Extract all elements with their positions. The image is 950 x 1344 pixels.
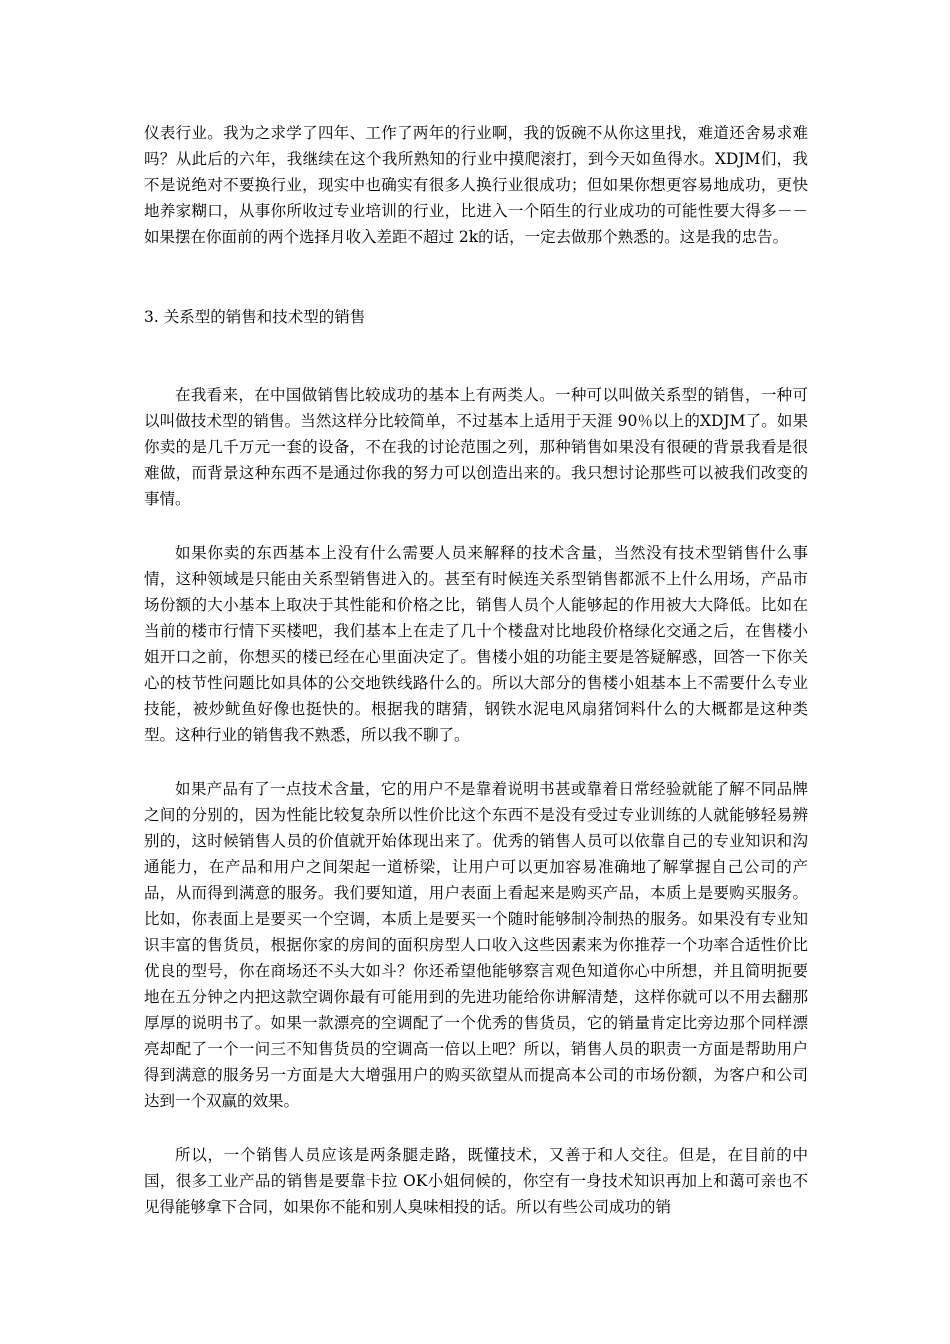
paragraph-technical-sales: 如果产品有了一点技术含量，它的用户不是靠着说明书甚或靠着日常经验就能了解不同品牌之间的分别的，因为性能比较复杂所以性价比这个东西不是没有受过专业训练的人就能够轻易辨别的，这时候销售人员的价值就开始体现出来了。优秀的销售人员可以依靠自己的专业知识和沟通能力，在产品和用户之间架起一道桥梁，让用户可以更加容易准确地了解掌握自己公司的产品，从而得到满意的服务。我们要知道，用户表面上看起来是购买产品，本质上是要购买服务。比如，你表面上是要买一个空调，本质上是要买一个随时能够制冷制热的服务。如果没有专业知识丰富的售货员，根据你家的房间的面积房型人口收入这些因素来为你推荐一个功率合适性价比优良的型号，你在商场还不头大如斗？你还希望他能够察言观色知道你心中所想，并且简明扼要地在五分钟之内把这款空调你最有可能用到的先进功能给你讲解清楚，这样你就可以不用去翻那厚厚的说明书了。如果一款漂亮的空调配了一个优秀的售货员，它的销量肯定比旁边那个同样漂亮却配了一个一问三不知售货员的空调高一倍以上吧？所以，销售人员的职责一方面是帮助用户得到满意的服务另一方面是大大增强用户的购买欲望从而提高本公司的市场份额，为客户和公司达到一个双赢的效果。 xyxy=(144,780,808,1110)
paragraph-relationship-sales: 如果你卖的东西基本上没有什么需要人员来解释的技术含量，当然没有技术型销售什么事情，这种领域是只能由关系型销售进入的。甚至有时候连关系型销售都派不上什么用场，产品市场份额的大小基本上取决于其性能和价格之比，销售人员个人能够起的作用被大大降低。比如在当前的楼市行情下买楼吧，我们基本上在走了几十个楼盘对比地段价格绿化交通之后，在售楼小姐开口之前，你想买的楼已经在心里面决定了。售楼小姐的功能主要是答疑解惑，回答一下你关心的枝节性问题比如具体的公交地铁线路什么的。所以大部分的售楼小姐基本上不需要什么专业技能，被炒鱿鱼好像也挺快的。根据我的瞎猜，钢铁水泥电风扇猪饲料什么的大概都是这种类型。这种行业的销售我不熟悉，所以我不聊了。 xyxy=(144,544,808,744)
paragraph-two-types: 在我看来，在中国做销售比较成功的基本上有两类人。一种可以叫做关系型的销售，一种可以叫做技术型的销售。当然这样分比较简单，不过基本上适用于天涯 90％以上的XDJM了。如果你卖的是几千万元一套的设备，不在我的讨论范围之列，那种销售如果没有很硬的背景我看是很难做，而背景这种东西不是通过你我的努力可以创造出来的。我只想讨论那些可以被我们改变的事情。 xyxy=(144,386,808,508)
paragraph-conclusion: 所以，一个销售人员应该是两条腿走路，既懂技术，又善于和人交往。但是，在目前的中国，很多工业产品的销售是要靠卡拉 OK小姐伺候的，你空有一身技术知识再加上和蔼可亲也不见得能够拿下合同，如果你不能和别人臭味相投的话。所以有些公司成功的销 xyxy=(144,1146,808,1216)
paragraph-intro: 仪表行业。我为之求学了四年、工作了两年的行业啊，我的饭碗不从你这里找，难道还舍易求难吗？从此后的六年，我继续在这个我所熟知的行业中摸爬滚打，到今天如鱼得水。XDJM们，我不是说绝对不要换行业，现实中也确实有很多人换行业很成功；但如果你想更容易地成功，更快地养家糊口，从事你所收过专业培训的行业，比进入一个陌生的行业成功的可能性要大得多－－如果摆在你面前的两个选择月收入差距不超过 2k的话，一定去做那个熟悉的。这是我的忠告。 xyxy=(144,124,808,246)
document-page xyxy=(144,120,808,1220)
spacer xyxy=(144,748,808,776)
spacer xyxy=(144,330,808,382)
spacer xyxy=(144,512,808,540)
spacer xyxy=(144,250,808,304)
spacer xyxy=(144,1114,808,1142)
section-heading: 3. 关系型的销售和技术型的销售 xyxy=(144,308,366,326)
